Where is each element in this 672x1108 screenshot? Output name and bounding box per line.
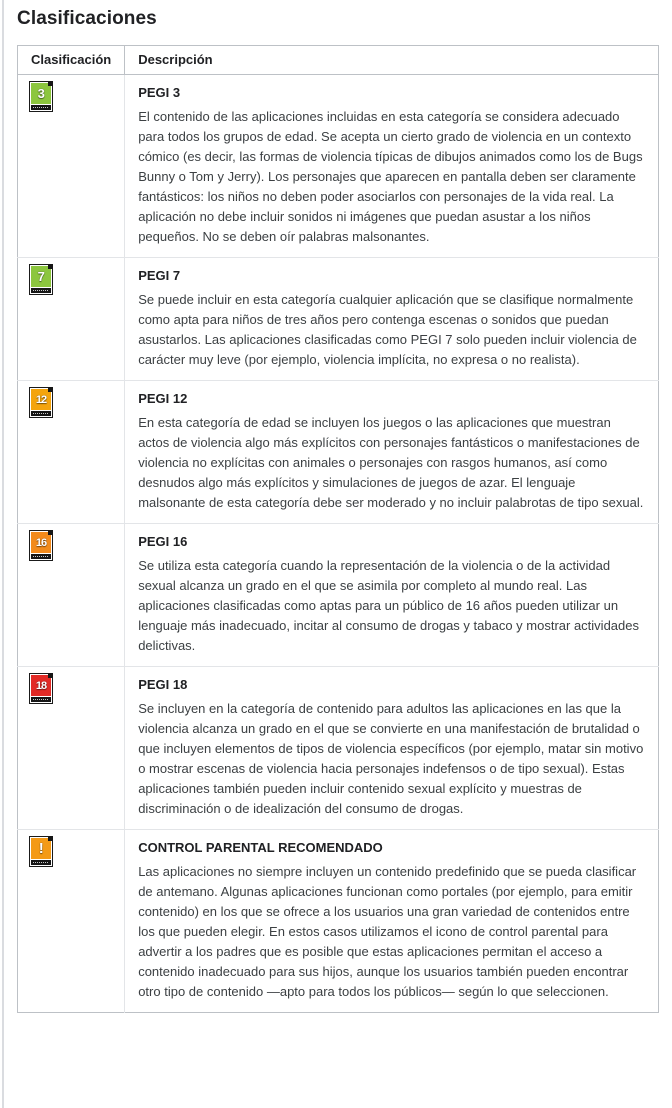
pegi-footer-strip (31, 554, 51, 559)
pegi-footer-strip (31, 411, 51, 416)
pegi-footer-strip (31, 288, 51, 293)
description-cell (125, 830, 659, 1013)
pegi-3-icon (29, 81, 53, 112)
pegi-corner-mark (48, 530, 53, 535)
pegi-18-icon (29, 673, 53, 704)
rating-title: CONTROL PARENTAL RECOMENDADO (138, 840, 383, 855)
pegi-footer-strip (31, 105, 51, 110)
pegi-corner-mark (48, 673, 53, 678)
rating-description: Se incluyen en la categoría de contenido para adultos las aplicaciones en las que la violencia alcanza un grado en el que se convierte en una manifestación de brutalidad o que incluyen elementos de tipos de violencia específicos (por ejemplo, matar sin motivo o mostrar escenas de violencia hacia personajes indefensos o de tipo sexual). Estas aplicaciones también pueden incluir contenido sexual explícito y muestras de discriminación o de idealización del consumo de drogas. (138, 701, 644, 816)
classification-cell (18, 258, 125, 381)
column-header-classification: Clasificación (18, 46, 125, 75)
page-title: Clasificaciones (17, 8, 157, 29)
table-header-row (18, 46, 659, 75)
table-row-pegi-7 (18, 258, 659, 381)
pegi-age-number: 18 (31, 675, 51, 696)
pegi-16-icon (29, 530, 53, 561)
description-cell (125, 524, 659, 667)
rating-description: Las aplicaciones no siempre incluyen un contenido predefinido que se pueda clasificar de antemano. Algunas aplicaciones funcionan como portales (por ejemplo, para emitir contenido) en los que se ofrece a los usuarios una gran variedad de contenidos entre los que pueden elegir. En estos casos utilizamos el icono de control parental para advertir a los padres que es posible que estas aplicaciones permitan el acceso a contenido inadecuado para sus hijos, aunque los usuarios también pueden encontrar otro tipo de contenido —apto para todos los públicos— según lo que seleccionen. (138, 864, 637, 999)
rating-description: Se utiliza esta categoría cuando la representación de la violencia o de la actividad sexual alcanza un grado en el que se asimila por completo al mundo real. Las aplicaciones clasificadas como aptas para un público de 16 años pueden utilizar un lenguaje más inadecuado, incitar al consumo de drogas y tabaco y mostrar actividades delictivas. (138, 558, 639, 653)
description-cell (125, 667, 659, 830)
pegi-footer-strip (31, 697, 51, 702)
classifications-table (17, 45, 659, 1013)
description-cell (125, 75, 659, 258)
rating-title: PEGI 3 (138, 85, 181, 100)
rating-description: Se puede incluir en esta categoría cualquier aplicación que se clasifique normalmente como apta para niños de tres años pero contenga escenas o sonidos que puedan asustarlos. Las aplicaciones clasificadas como PEGI 7 solo pueden incluir violencia de carácter muy leve (por ejemplo, violencia implícita, no expresa o no realista). (138, 292, 637, 367)
pegi-age-number: 7 (31, 266, 51, 287)
pegi-age-number: 12 (31, 389, 51, 410)
pegi-7-icon (29, 264, 53, 295)
pegi-corner-mark (48, 264, 53, 269)
classification-cell (18, 381, 125, 524)
rating-title: PEGI 16 (138, 534, 188, 549)
pegi-12-icon (29, 387, 53, 418)
pegi-age-number: 16 (31, 532, 51, 553)
parental-control-icon (29, 836, 53, 867)
pegi-age-number: 3 (31, 83, 51, 104)
description-cell (125, 258, 659, 381)
table-row-parental-control (18, 830, 659, 1013)
rating-description: El contenido de las aplicaciones incluidas en esta categoría se considera adecuado para todos los grupos de edad. Se acepta un cierto grado de violencia en un contexto cómico (es decir, las formas de violencia típicas de dibujos animados como los de Bugs Bunny o Tom y Jerry). Los personajes que aparecen en pantalla deben ser claramente fantásticos: los niños no deben poder asociarlos con personajes de la vida real. La aplicación no debe incluir sonidos ni imágenes que puedan asustar a los niños pequeños. No se deben oír palabras malsonantes. (138, 109, 643, 244)
section-left-rule (2, 0, 4, 1108)
table-row-pegi-18 (18, 667, 659, 830)
classification-cell (18, 830, 125, 1013)
pegi-corner-mark (48, 81, 53, 86)
table-row-pegi-3 (18, 75, 659, 258)
rating-title: PEGI 7 (138, 268, 181, 283)
pegi-corner-mark (48, 836, 53, 841)
pegi-corner-mark (48, 387, 53, 392)
rating-title: PEGI 18 (138, 677, 188, 692)
pegi-footer-strip (31, 860, 51, 865)
description-cell (125, 381, 659, 524)
rating-description: En esta categoría de edad se incluyen los juegos o las aplicaciones que muestran actos de violencia algo más explícitos con personajes fantásticos o manifestaciones de violencia no explícitas con animales o personajes con rasgos humanos, así como desnudos algo más explícitos y simulaciones de juegos de azar. El lenguaje malsonante de esta categoría debe ser moderado y no incluir palabrotas de tipo sexual. (138, 415, 644, 510)
classification-cell (18, 75, 125, 258)
classification-cell (18, 524, 125, 667)
table-row-pegi-12 (18, 381, 659, 524)
table-row-pegi-16 (18, 524, 659, 667)
exclamation-mark: ! (31, 838, 51, 859)
rating-title: PEGI 12 (138, 391, 188, 406)
classification-cell (18, 667, 125, 830)
column-header-description: Descripción (125, 46, 659, 75)
